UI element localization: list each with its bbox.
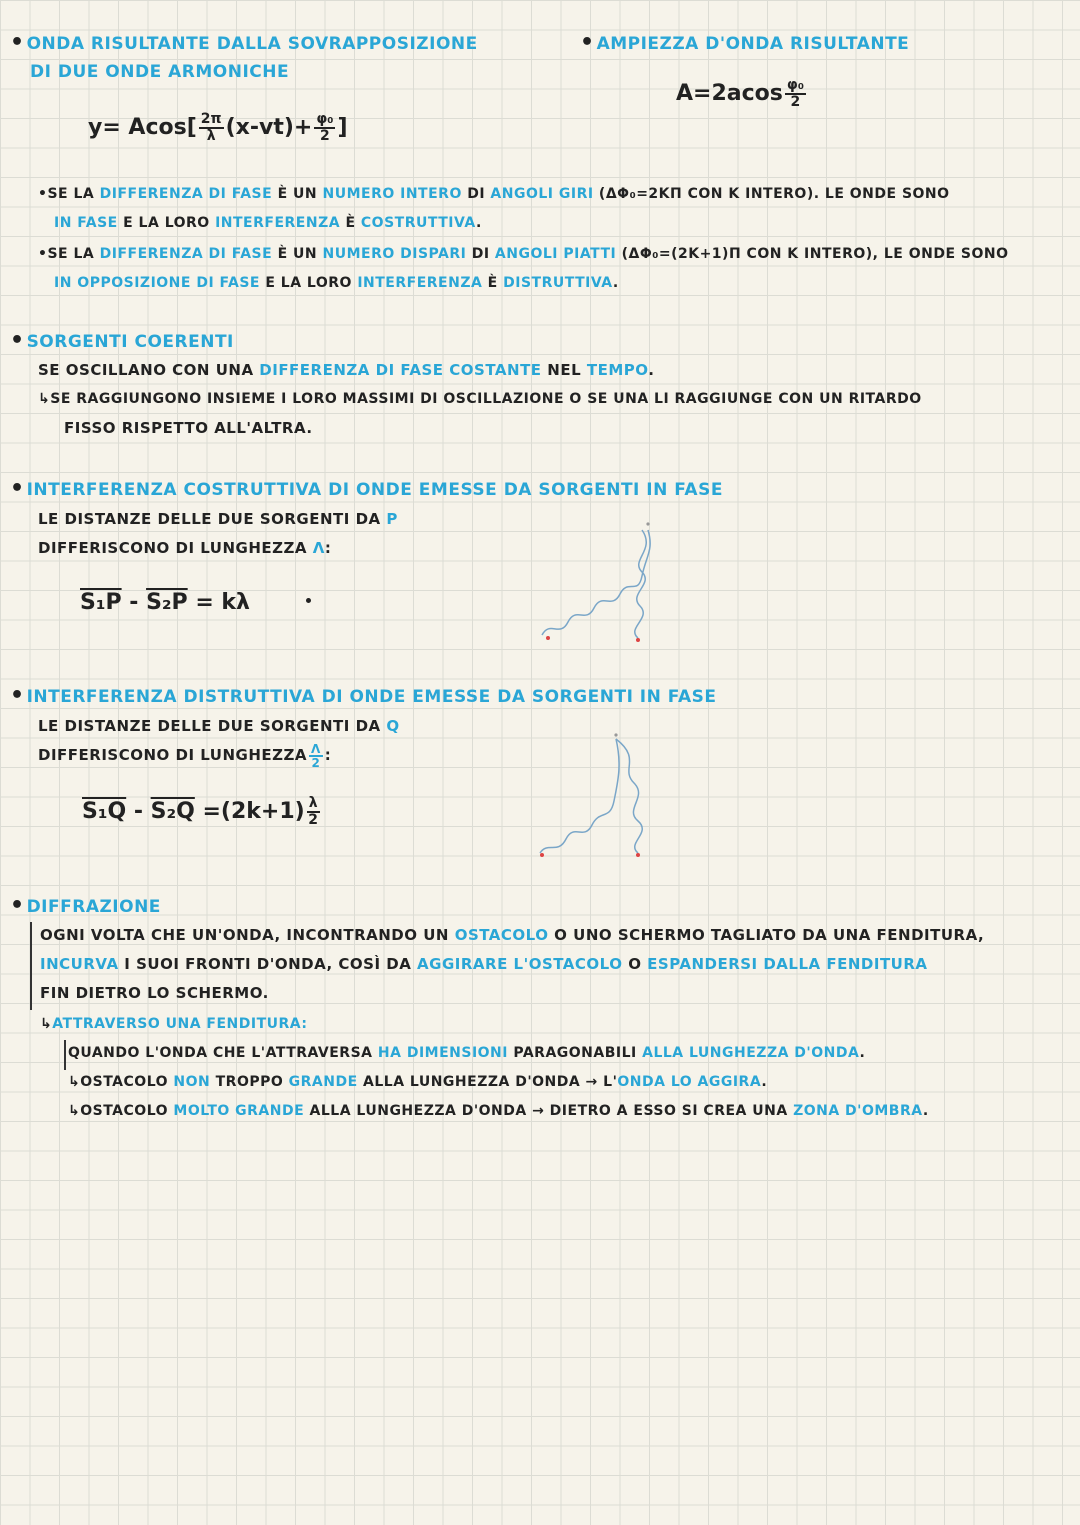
- diffrazione-text: OGNI VOLTA CHE UN'ONDA, INCONTRANDO UN OSTACOLO O UNO SCHERMO TAGLIATO DA UNA FENDITURA, INCURVA I SUOI FRONTI D'ONDA, COSÌ DA AGGIRARE L'OSTACOLO O ESPANDERSI DALLA FENDITURA FIN DIETRO LO SCHERMO.: [40, 926, 985, 1002]
- fase-bullet-1: •SE LA DIFFERENZA DI FASE È UN NUMERO INTERO DI ANGOLI GIRI (ΔΦ₀=2KΠ CON K INTERO). LE ONDE SONO IN FASE E LA LORO INTERFERENZA È COSTRUTTIVA.: [38, 186, 950, 231]
- fase-bullet-2: •SE LA DIFFERENZA DI FASE È UN NUMERO DISPARI DI ANGOLI PIATTI (ΔΦ₀=(2K+1)Π CON K INTERO), LE ONDE SONO IN OPPOSIZIONE DI FASE E LA LORO INTERFERENZA È DISTRUTTIVA.: [38, 246, 1009, 291]
- diffrazione-bracket: [30, 922, 32, 1010]
- wave-formula: y= Acos[ $\frac{2\pi}{\lambda}$ (x-vt)+ $\frac{\text{φ₀}}{2}$ ]: [88, 111, 348, 144]
- ink-dot: [306, 598, 311, 603]
- distruttiva-text: LE DISTANZE DELLE DUE SORGENTI DA Q DIFFERISCONO DI LUNGHEZZA $\frac{\Lambda}{2}$ :: [38, 717, 400, 770]
- costruttiva-text: LE DISTANZE DELLE DUE SORGENTI DA P DIFFERISCONO DI LUNGHEZZA Λ:: [38, 510, 398, 557]
- section-title-diffrazione: • DIFFRAZIONE: [10, 893, 161, 918]
- fenditura-subheading: ↳ATTRAVERSO UNA FENDITURA:: [40, 1016, 308, 1032]
- section-title-onda-risultante-line2: DI DUE ONDE ARMONICHE: [30, 62, 290, 82]
- section-title-onda-risultante: • ONDA RISULTANTE DALLA SOVRAPPOSIZIONE: [10, 30, 478, 55]
- constructive-waves-diagram: [530, 510, 670, 650]
- section-title-ampiezza: • AMPIEZZA D'ONDA RISULTANTE: [580, 30, 910, 55]
- section-title-sorgenti-coerenti: • SORGENTI COERENTI: [10, 328, 234, 353]
- distruttiva-formula: S₁Q - S₂Q =(2k+1) $\frac{\lambda}{2}$: [82, 795, 319, 828]
- destructive-waves-diagram: [530, 725, 660, 865]
- section-title-interferenza-distruttiva: • INTERFERENZA DISTRUTTIVA DI ONDE EMESSE DA SORGENTI IN FASE: [10, 683, 717, 708]
- amplitude-formula: A=2acos $\frac{\text{φ₀}}{2}$: [676, 77, 804, 110]
- section-title-interferenza-costruttiva: • INTERFERENZA COSTRUTTIVA DI ONDE EMESSE DA SORGENTI IN FASE: [10, 476, 723, 501]
- coerenti-text: SE OSCILLANO CON UNA DIFFERENZA DI FASE COSTANTE NEL TEMPO. ↳SE RAGGIUNGONO INSIEME I LORO MASSIMI DI OSCILLAZIONE O SE UNA LI RAGGIUNGE CON UN RITARDO FISSO RISPETTO ALL'ALTRA.: [38, 361, 922, 437]
- fenditura-text: QUANDO L'ONDA CHE L'ATTRAVERSA HA DIMENSIONI PARAGONABILI ALLA LUNGHEZZA D'ONDA. ↳OSTACOLO NON TROPPO GRANDE ALLA LUNGHEZZA D'ONDA → L'ONDA LO AGGIRA. ↳OSTACOLO MOLTO GRANDE ALLA LUNGHEZZA D'ONDA → DIETRO A ESSO SI CREA UNA ZONA D'OMBRA.: [68, 1045, 929, 1119]
- costruttiva-formula: S₁P - S₂P = kλ: [80, 590, 250, 615]
- fenditura-bracket: [64, 1040, 66, 1070]
